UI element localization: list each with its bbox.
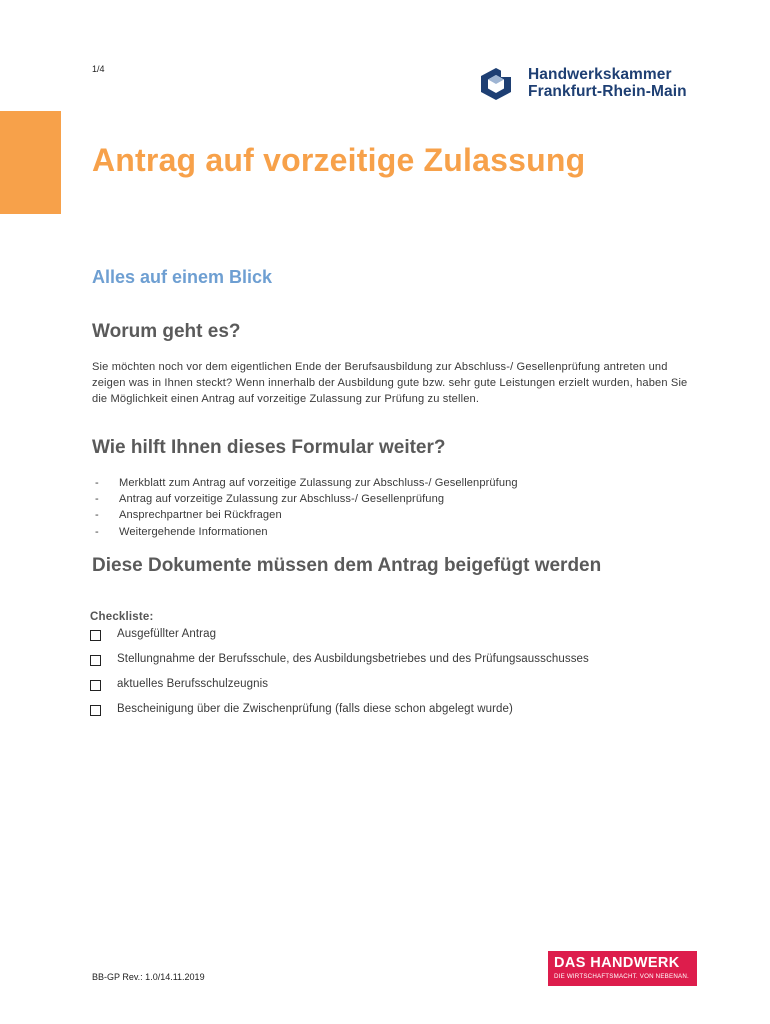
checklist-item-label: aktuelles Berufsschulzeugnis <box>117 678 269 690</box>
page-subtitle: Alles auf einem Blick <box>92 267 273 287</box>
list-item-text: Antrag auf vorzeitige Zulassung zur Abschluss-/ Gesellenprüfung <box>119 493 445 506</box>
heading-wie: Wie hilft Ihnen dieses Formular weiter? <box>92 437 446 458</box>
checkbox[interactable] <box>90 630 101 641</box>
list-item-text: Ansprechpartner bei Rückfragen <box>119 509 282 522</box>
checkbox[interactable] <box>90 680 101 691</box>
checklist-label: Checkliste: <box>90 611 154 623</box>
list-item <box>92 524 518 540</box>
heading-documents: Diese Dokumente müssen dem Antrag beigefügt werden <box>92 555 602 576</box>
list-item <box>92 475 518 491</box>
orange-side-tab <box>0 111 61 214</box>
list-item <box>92 507 518 523</box>
badge-tagline: DIE WIRTSCHAFTSMACHT. VON NEBENAN. <box>554 973 689 980</box>
page-title: Antrag auf vorzeitige Zulassung <box>92 142 586 178</box>
dash-bullet: - <box>95 477 99 489</box>
checklist-item-label: Bescheinigung über die Zwischenprüfung (falls diese schon abgelegt wurde) <box>117 703 513 715</box>
list-item <box>92 491 518 507</box>
help-list <box>92 475 518 540</box>
list-item-text: Merkblatt zum Antrag auf vorzeitige Zulassung zur Abschluss-/ Gesellenprüfung <box>119 477 518 489</box>
checklist-item-label: Stellungnahme der Berufsschule, des Ausbildungsbetriebes und des Prüfungsausschusses <box>117 653 589 665</box>
list-item-text: Weitergehende Informationen <box>119 525 268 538</box>
logo-line-1: Handwerkskammer <box>528 66 672 83</box>
logo-text <box>528 66 687 100</box>
hwk-cube-logo-icon <box>478 67 514 101</box>
heading-worum: Worum geht es? <box>92 321 241 342</box>
checkbox[interactable] <box>90 705 101 716</box>
checkbox[interactable] <box>90 655 101 666</box>
dash-bullet: - <box>95 509 99 522</box>
revision-note: BB-GP Rev.: 1.0/14.11.2019 <box>92 972 205 982</box>
das-handwerk-badge <box>548 951 697 986</box>
hwk-logo <box>478 66 708 102</box>
dash-bullet: - <box>95 493 99 506</box>
logo-line-2: Frankfurt-Rhein-Main <box>528 83 687 100</box>
checklist-item-label: Ausgefüllter Antrag <box>117 628 217 640</box>
page-number: 1/4 <box>92 64 105 74</box>
badge-title: DAS HANDWERK <box>554 955 680 971</box>
dash-bullet: - <box>95 525 99 538</box>
intro-paragraph: Sie möchten noch vor dem eigentlichen Ende der Berufsausbildung zur Abschluss-/ Gesellenprüfung antreten und zeigen was in Ihnen steckt? Wenn innerhalb der Ausbildung gute bzw. sehr gute Leistungen erzielt wurden, haben Sie die Möglichkeit einen Antrag auf vorzeitige Zulassung zur Prüfung zu stellen. <box>92 361 688 405</box>
